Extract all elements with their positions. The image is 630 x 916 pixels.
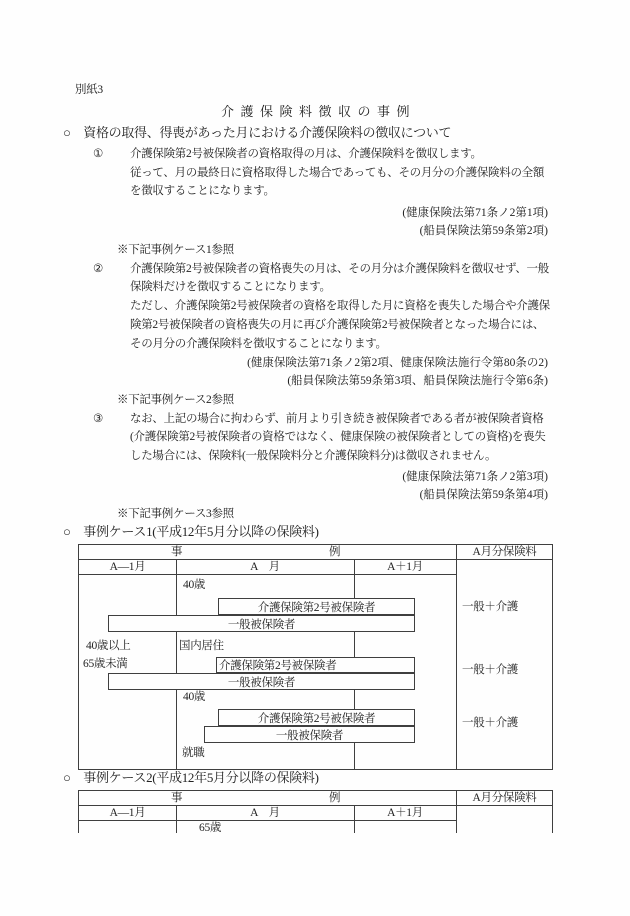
item-3-citation-1: (健康保険法第71条ノ2第3項): [402, 471, 548, 483]
item-2-note: ※下記事例ケース2参照: [117, 394, 234, 406]
case1-row3-age-label: 40歳: [183, 691, 206, 703]
case1-row2-premium-value: 一般＋介護: [462, 664, 518, 676]
case2-month-prev: A―1月: [109, 807, 146, 819]
case1-row1-age-label: 40歳: [183, 579, 206, 591]
case1-row2-range-label-1: 40歳以上: [86, 640, 131, 652]
item-1-citation-2: (船員保険法第59条第2項): [419, 225, 548, 237]
item-2-line-5: その月分の介護保険料を徴収することになります。: [130, 338, 387, 350]
case2-col-header-ji: 事: [171, 792, 183, 804]
item-2-line-2: 保険料だけを徴収することになります。: [130, 281, 331, 293]
case2-row1-age-label: 65歳: [199, 822, 222, 833]
item-2-citation-2: (船員保険法第59条第3項、船員保険法施行令第6条): [287, 375, 548, 387]
item-3-line-2: (介護保険第2号被保険者の資格ではなく、健康保険の被保険者としての資格)を喪失: [130, 431, 546, 443]
item-1-citation-1: (健康保険法第71条ノ2第1項): [402, 207, 548, 219]
case1-row2-residence-label: 国内居住: [179, 640, 224, 652]
case1-month-current: A 月: [250, 561, 280, 573]
case1-row3-general-box: 一般被保険者: [204, 726, 415, 743]
item-3-line-3: した場合には、保険料(一般保険料分と介護保険料分)は徴収されません。: [130, 450, 497, 462]
case2-col-line-2: [354, 805, 355, 833]
case2-col-line-1: [176, 805, 177, 833]
case1-row2-range-label-2: 65歳未満: [83, 658, 128, 670]
item-3-number: ③: [93, 413, 104, 425]
case1-table: [78, 544, 553, 770]
case1-row1-care-box: 介護保険第2号被保険者: [218, 598, 415, 615]
case1-premium-col-header: A月分保険料: [472, 546, 537, 558]
case1-col-line-1: [176, 559, 177, 769]
case1-row2-general-box: 一般被保険者: [108, 673, 415, 690]
case2-col-line-3: [456, 791, 457, 833]
case1-month-prev: A―1月: [109, 561, 146, 573]
case1-heading: ○ 事例ケース1(平成12年5月分以降の保険料): [63, 524, 319, 539]
item-3-note: ※下記事例ケース3参照: [117, 508, 234, 520]
case1-row3-care-box: 介護保険第2号被保険者: [218, 709, 415, 726]
case1-col-header-rei: 例: [329, 546, 341, 558]
item-1-line-1: 介護保険第2号被保険者の資格取得の月は、介護保険料を徴収します。: [130, 148, 482, 160]
item-3-line-1: なお、上記の場合に拘わらず、前月より引き続き被保険者である者が被保険者資格: [130, 413, 544, 425]
case2-months-divider: [79, 820, 456, 821]
case2-header-divider: [79, 805, 552, 806]
item-2-line-1: 介護保険第2号被保険者の資格喪失の月は、その月分は介護保険料を徴収せず、一般: [130, 263, 549, 275]
item-2-number: ②: [93, 263, 104, 275]
case1-row1-general-box: 一般被保険者: [108, 615, 415, 632]
case2-col-header-rei: 例: [329, 792, 341, 804]
case1-header-divider: [79, 559, 552, 560]
case1-months-divider: [79, 574, 456, 575]
item-1-line-2: 従って、月の最終日に資格取得した場合であっても、その月分の介護保険料の全額: [130, 167, 545, 179]
item-1-number: ①: [93, 148, 104, 160]
item-1-note: ※下記事例ケース1参照: [117, 244, 234, 256]
case2-table: [78, 790, 553, 833]
case2-premium-col-header: A月分保険料: [472, 792, 537, 804]
item-3-citation-2: (船員保険法第59条第4項): [419, 489, 548, 501]
case2-month-current: A 月: [250, 807, 280, 819]
item-2-line-4: 険第2号被保険者の資格喪失の月に再び介護保険第2号被保険者となった場合には、: [130, 319, 545, 331]
case2-month-next: A＋1月: [387, 807, 423, 819]
item-2-citation-1: (健康保険法第71条ノ2第2項、健康保険法施行令第80条の2): [247, 357, 548, 369]
case1-row3-job-label: 就職: [182, 747, 205, 759]
case2-heading: ○ 事例ケース2(平成12年5月分以降の保険料): [63, 770, 319, 785]
document-title: 介護保険料徴収の事例: [221, 104, 417, 119]
case1-row1-premium-value: 一般＋介護: [462, 601, 518, 613]
item-1-line-3: を徴収することになります。: [130, 185, 275, 197]
case1-month-next: A＋1月: [387, 561, 423, 573]
case1-col-header-ji: 事: [171, 546, 183, 558]
item-2-line-3: ただし、介護保険第2号被保険者の資格を取得した月に資格を喪失した場合や介護保: [130, 300, 550, 312]
attachment-tag: 別紙3: [75, 84, 103, 96]
case1-col-line-3: [456, 545, 457, 769]
intro-heading: ○ 資格の取得、得喪があった月における介護保険料の徴収について: [63, 125, 452, 140]
case1-row2-care-box: 介護保険第2号被保険者: [216, 657, 415, 673]
case1-row3-premium-value: 一般＋介護: [462, 717, 518, 729]
